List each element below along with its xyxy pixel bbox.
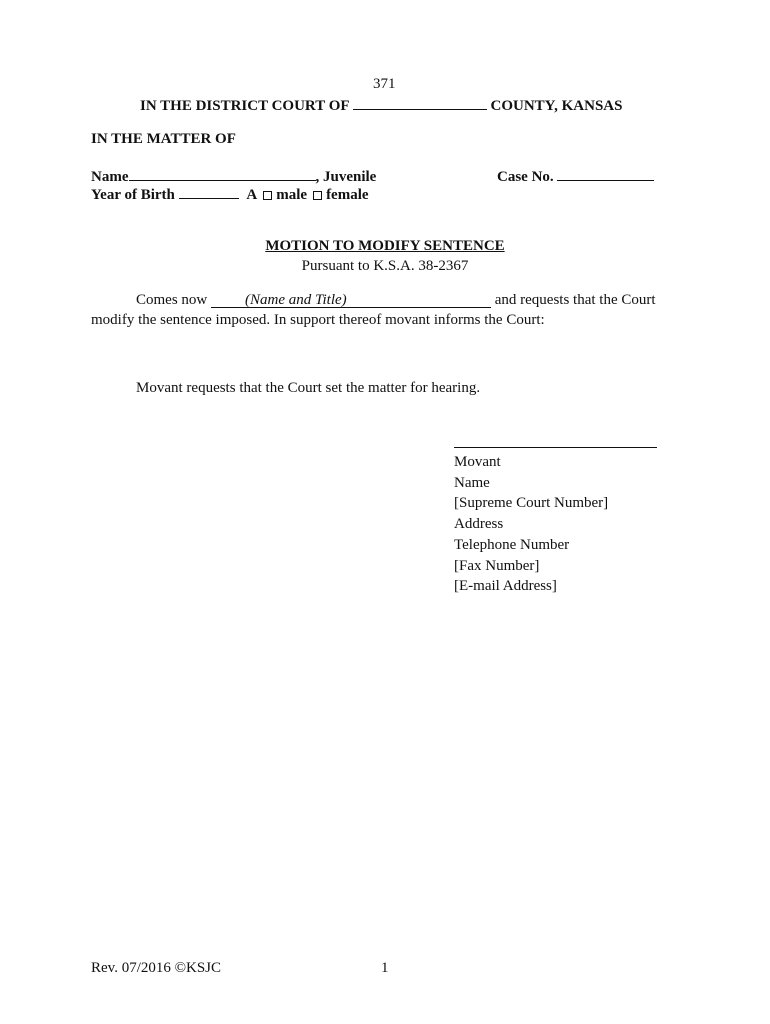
female-checkbox[interactable] <box>313 191 322 200</box>
requests-text: and requests that the Court <box>494 292 656 308</box>
name-blank[interactable] <box>129 167 316 181</box>
body-line-2: modify the sentence imposed. In support thereof movant informs the Court: <box>91 312 545 328</box>
court-suffix: COUNTY, KANSAS <box>490 98 623 114</box>
birth-blank[interactable] <box>179 185 239 199</box>
case-label: Case No. <box>497 169 554 185</box>
a-label: A <box>246 187 258 203</box>
court-prefix: IN THE DISTRICT COURT OF <box>140 98 349 114</box>
signature-supreme-court-number: [Supreme Court Number] <box>454 495 609 512</box>
birth-line <box>91 185 369 204</box>
motion-subtitle: Pursuant to K.S.A. 38-2367 <box>301 258 469 274</box>
name-line <box>91 167 376 186</box>
page-number: 1 <box>381 960 389 976</box>
juvenile-label: , Juvenile <box>315 169 377 185</box>
signature-block <box>454 452 608 597</box>
form-number: 371 <box>373 76 396 92</box>
male-label: male <box>276 187 308 203</box>
court-heading <box>140 96 622 115</box>
case-line <box>497 167 654 186</box>
male-checkbox[interactable] <box>263 191 272 200</box>
signature-address: Address <box>454 516 504 533</box>
signature-email: [E-mail Address] <box>454 578 557 595</box>
hearing-request: Movant requests that the Court set the matter for hearing. <box>136 380 481 396</box>
comes-now-text: Comes now <box>136 292 208 308</box>
signature-fax: [Fax Number] <box>454 557 540 574</box>
revision-note: Rev. 07/2016 ©KSJC <box>91 960 222 976</box>
signature-line[interactable] <box>454 447 657 448</box>
birth-label: Year of Birth <box>91 187 175 203</box>
motion-title: MOTION TO MODIFY SENTENCE <box>265 238 505 254</box>
female-label: female <box>326 187 369 203</box>
signature-movant: Movant <box>454 454 501 470</box>
movant-name-field[interactable] <box>211 293 491 308</box>
name-title-placeholder: (Name and Title) <box>245 292 347 308</box>
signature-telephone: Telephone Number <box>454 536 570 553</box>
comes-now-line <box>136 292 656 309</box>
signature-name: Name <box>454 474 490 491</box>
case-blank[interactable] <box>557 167 654 181</box>
county-blank[interactable] <box>353 96 487 110</box>
name-label: Name <box>91 169 129 185</box>
matter-heading: IN THE MATTER OF <box>91 131 236 147</box>
